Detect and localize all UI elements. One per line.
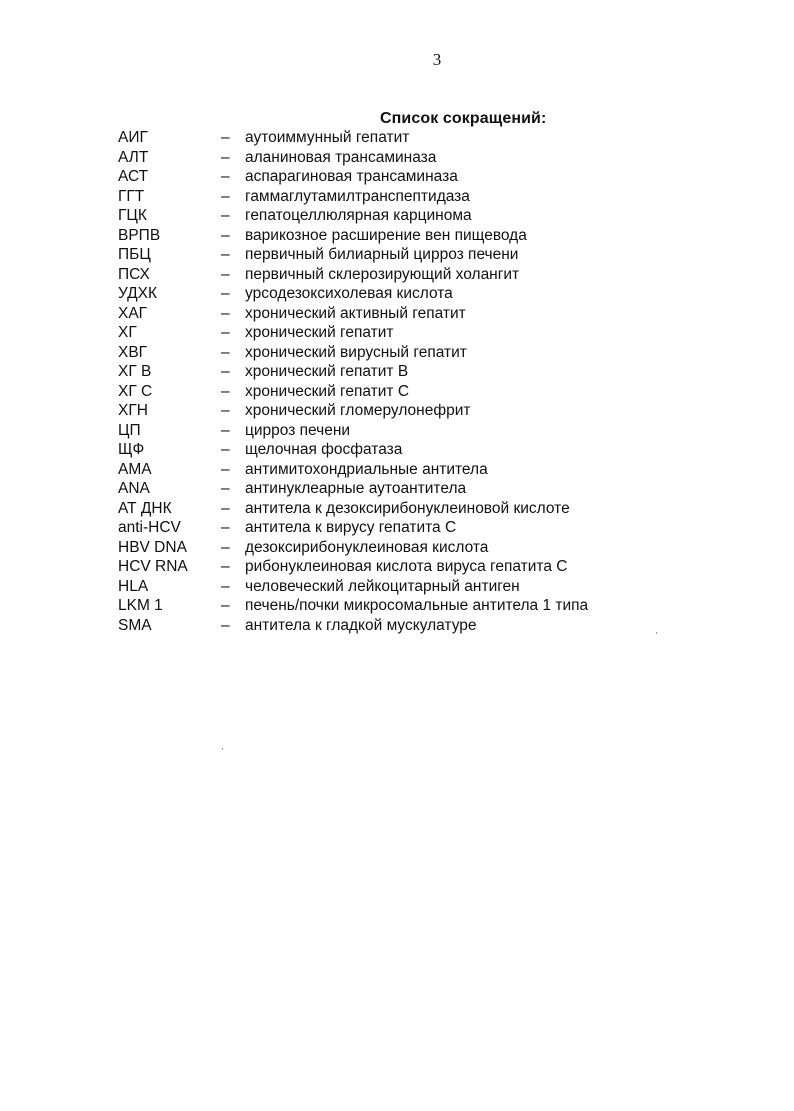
abbreviation-definition: урсодезоксихолевая кислота	[245, 285, 453, 302]
abbreviation-dash: –	[221, 343, 230, 361]
abbreviation-row	[118, 148, 678, 168]
page-number: 3	[432, 50, 442, 69]
abbreviation-row	[118, 226, 678, 246]
abbreviation-dash: –	[221, 421, 230, 439]
abbreviation-definition: хронический гломерулонефрит	[245, 402, 471, 419]
abbreviation-dash: –	[221, 226, 230, 244]
abbreviation-dash: –	[221, 246, 230, 263]
abbreviation-term: УДХК	[118, 285, 158, 302]
abbreviation-row	[118, 206, 678, 226]
abbreviation-row	[118, 265, 678, 285]
abbreviation-row	[118, 245, 678, 265]
abbreviation-definition: печень/почки микросомальные антитела 1 типа	[245, 597, 589, 614]
abbreviation-definition: хронический активный гепатит	[245, 304, 466, 322]
abbreviation-term: АЛТ	[118, 148, 149, 166]
abbreviation-row	[118, 401, 678, 421]
abbreviation-definition: рибонуклеиновая кислота вируса гепатита С	[245, 558, 568, 575]
abbreviation-term: ЩФ	[118, 441, 145, 458]
abbreviation-row	[118, 284, 678, 304]
abbreviation-dash: –	[221, 285, 230, 302]
abbreviation-dash: –	[221, 616, 230, 634]
abbreviation-definition: первичный билиарный цирроз печени	[245, 246, 519, 263]
abbreviation-term: AMA	[118, 460, 152, 478]
abbreviation-term: ГЦК	[118, 207, 147, 224]
abbreviation-dash: –	[221, 265, 230, 283]
abbreviation-definition: антитела к вирусу гепатита С	[245, 519, 457, 536]
abbreviation-dash: –	[221, 148, 230, 166]
abbreviation-dash: –	[221, 304, 230, 322]
abbreviation-term: ХГН	[118, 402, 148, 419]
abbreviation-term: LKM 1	[118, 597, 163, 614]
abbreviation-dash: –	[221, 558, 230, 575]
abbreviation-row	[118, 499, 678, 519]
abbreviation-term: ПСХ	[118, 265, 150, 283]
abbreviation-row	[118, 440, 678, 460]
abbreviation-row	[118, 187, 678, 207]
abbreviation-term: HCV RNA	[118, 558, 188, 575]
abbreviation-row	[118, 343, 678, 363]
abbreviation-dash: –	[221, 460, 230, 478]
abbreviation-row	[118, 479, 678, 499]
abbreviation-term: АИГ	[118, 129, 148, 146]
abbreviation-dash: –	[221, 363, 230, 380]
abbreviation-definition: гепатоцеллюлярная карцинома	[245, 207, 472, 224]
abbreviation-term: ГГТ	[118, 187, 145, 205]
abbreviations-title: Список сокращений:	[380, 110, 547, 127]
abbreviation-dash: –	[221, 519, 230, 536]
abbreviation-term: ПБЦ	[118, 246, 151, 263]
abbreviation-definition: хронический гепатит	[245, 324, 394, 341]
abbreviation-row	[118, 460, 678, 480]
scan-speck	[222, 748, 223, 750]
abbreviation-dash: –	[221, 382, 230, 400]
abbreviation-dash: –	[221, 207, 230, 224]
abbreviation-row	[118, 323, 678, 343]
abbreviation-row	[118, 616, 678, 636]
abbreviation-term: АТ ДНК	[118, 499, 172, 517]
abbreviation-term: АСТ	[118, 168, 149, 185]
abbreviation-term: HLA	[118, 577, 149, 595]
abbreviation-definition: антитела к гладкой мускулатуре	[245, 616, 477, 634]
abbreviation-term: ANA	[118, 480, 150, 497]
abbreviation-term: ХАГ	[118, 304, 148, 322]
abbreviation-definition: цирроз печени	[245, 421, 351, 439]
abbreviation-row	[118, 596, 678, 616]
abbreviation-term: ХВГ	[118, 343, 148, 361]
abbreviation-term: ХГ С	[118, 382, 153, 400]
abbreviation-row	[118, 128, 678, 148]
abbreviation-definition: хронический вирусный гепатит	[245, 343, 467, 361]
abbreviation-dash: –	[221, 168, 230, 185]
abbreviation-dash: –	[221, 538, 230, 556]
abbreviation-dash: –	[221, 187, 230, 205]
abbreviation-term: HBV DNA	[118, 538, 187, 556]
abbreviation-term: anti-HCV	[118, 519, 181, 536]
abbreviation-definition: щелочная фосфатаза	[245, 441, 403, 458]
abbreviation-term: ЦП	[118, 421, 141, 439]
abbreviation-definition: дезоксирибонуклеиновая кислота	[245, 538, 489, 556]
abbreviation-definition: первичный склерозирующий холангит	[245, 265, 520, 283]
abbreviation-dash: –	[221, 597, 230, 614]
abbreviations-list	[118, 128, 678, 635]
abbreviation-definition: аспарагиновая трансаминаза	[245, 168, 458, 185]
abbreviation-definition: хронический гепатит В	[245, 363, 409, 380]
abbreviation-dash: –	[221, 129, 230, 146]
abbreviation-term: ВРПВ	[118, 226, 161, 244]
abbreviation-definition: хронический гепатит С	[245, 382, 410, 400]
abbreviation-dash: –	[221, 480, 230, 497]
abbreviation-definition: аутоиммунный гепатит	[245, 129, 410, 146]
abbreviation-dash: –	[221, 499, 230, 517]
abbreviation-row	[118, 518, 678, 538]
abbreviation-dash: –	[221, 577, 230, 595]
abbreviation-row	[118, 577, 678, 597]
abbreviation-term: SMA	[118, 616, 152, 634]
abbreviation-row	[118, 382, 678, 402]
abbreviation-row	[118, 557, 678, 577]
abbreviation-dash: –	[221, 402, 230, 419]
scan-speck	[656, 632, 657, 634]
abbreviation-dash: –	[221, 441, 230, 458]
abbreviation-definition: варикозное расширение вен пищевода	[245, 226, 527, 244]
abbreviation-definition: антинуклеарные аутоантитела	[245, 480, 467, 497]
abbreviation-term: ХГ В	[118, 363, 152, 380]
abbreviation-dash: –	[221, 324, 230, 341]
abbreviation-row	[118, 538, 678, 558]
abbreviation-definition: человеческий лейкоцитарный антиген	[245, 577, 520, 595]
abbreviation-definition: антитела к дезоксирибонуклеиновой кислоте	[245, 499, 570, 517]
abbreviation-definition: антимитохондриальные антитела	[245, 460, 488, 478]
abbreviation-definition: гаммаглутамилтранспептидаза	[245, 187, 470, 205]
abbreviation-row	[118, 304, 678, 324]
abbreviation-definition: аланиновая трансаминаза	[245, 148, 437, 166]
abbreviation-row	[118, 421, 678, 441]
abbreviation-row	[118, 362, 678, 382]
abbreviation-row	[118, 167, 678, 187]
abbreviation-term: ХГ	[118, 324, 137, 341]
